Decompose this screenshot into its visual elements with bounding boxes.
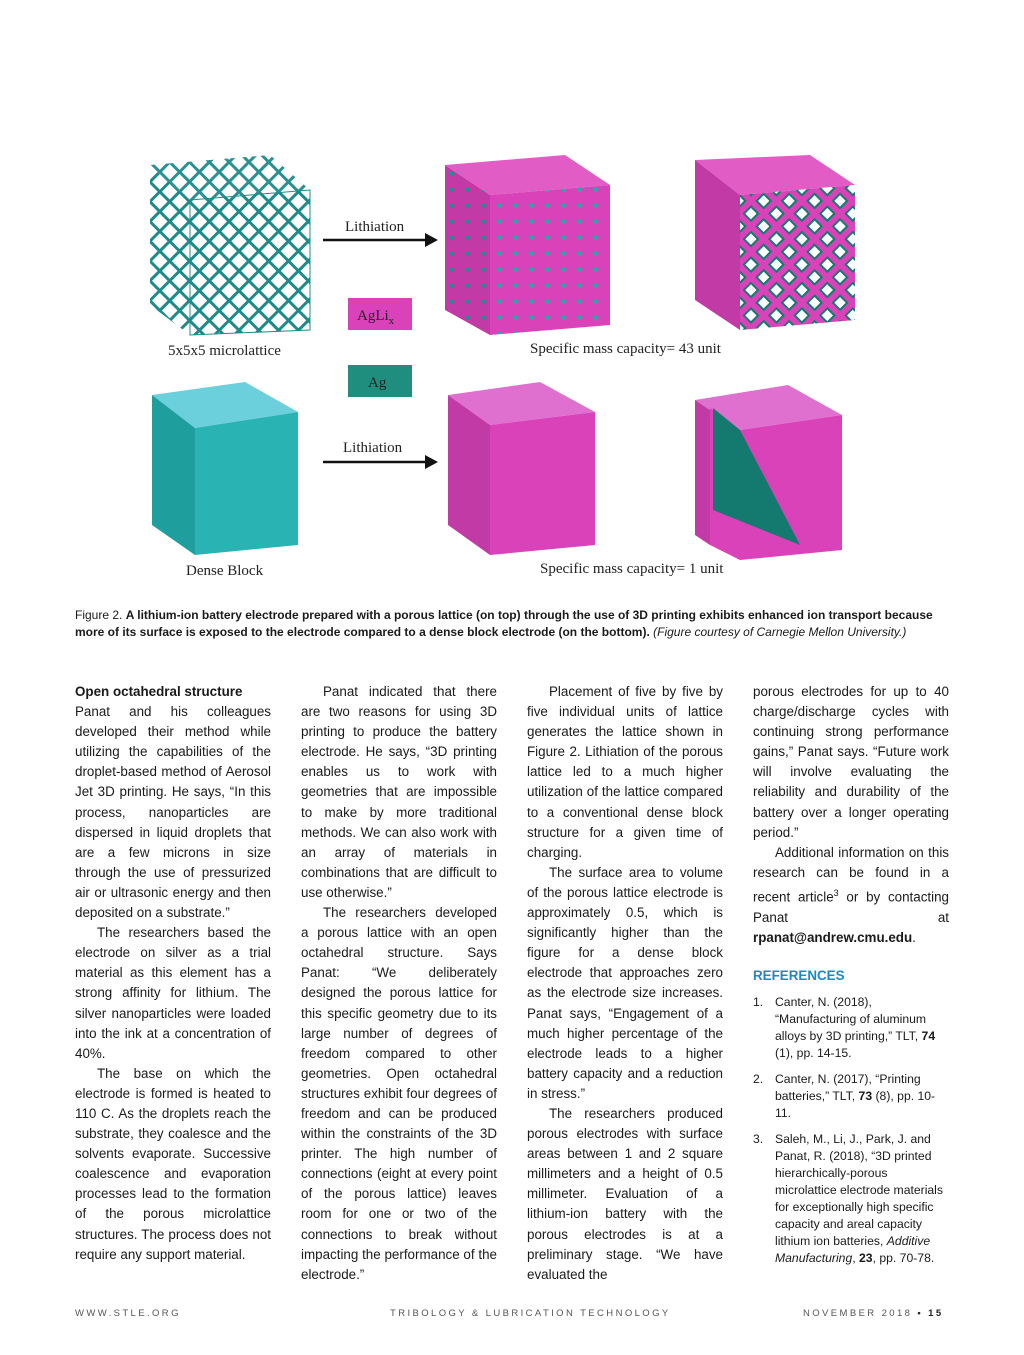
paragraph: The surface area to volume of the porous lattice electrode is approximately 0.5, which is significantly higher than the figure for a dense block electrode that approaches zero as the electrode size increases. Panat says, “Engagement of a much higher percentage of the electrode leads to a higher battery capacity and a reduction in stress.” (527, 864, 723, 1101)
lattice-label: 5x5x5 microlattice (168, 343, 281, 359)
column-1 (75, 682, 271, 1265)
caption-credit: (Figure courtesy of Carnegie Mellon University.) (653, 625, 907, 639)
microlattice-cube (150, 155, 310, 335)
column-3 (527, 682, 723, 1285)
arrow-bottom-icon (323, 455, 438, 469)
paragraph: Panat and his colleagues developed their method while utilizing the capabilities of the droplet-based method of Aerosol Jet 3D printing. He says, “In this process, nanoparticles are dispersed in liquid droplets that are a few microns in size through the use of pressurized air or ultrasonic energy and then deposited on a substrate.” (75, 704, 271, 921)
legend-agli-label: AgLi$_x$ (357, 308, 395, 327)
figure-2 (140, 150, 880, 590)
paragraph: porous electrodes for up to 40 charge/discharge cycles with continuing strong performance gains,” Panat says. “Future work will involve evaluating the reliability and durability of the battery over a longer operating period.” (753, 684, 949, 840)
footer-page-info: NOVEMBER 2018 • 15 (803, 1308, 944, 1319)
paragraph: The base on which the electrode is formed is heated to 110 C. As the droplets reach the substrate, they coalesce and the solvents evaporate. Successive coalescence and evaporation processes lead to the formation of the porous microlattice structures. The process does not require any support material. (75, 1065, 271, 1262)
capacity-bottom-label: Specific mass capacity= 1 unit (540, 561, 724, 577)
figure-caption (75, 607, 950, 641)
arrow-top-icon (323, 233, 438, 247)
references-heading: REFERENCES (753, 967, 845, 983)
lithiation-top-label: Lithiation (345, 219, 405, 235)
lithiated-dense-cut-cube (695, 385, 842, 560)
references-list (753, 994, 949, 1267)
lithiated-lattice-cube (445, 155, 610, 335)
paragraph: The researchers produced porous electrodes with surface areas between 1 and 2 square millimeters and a height of 0.5 millimeter. Evaluation of a lithium-ion battery with the porous electrodes is at a preliminary stage. “We have evaluated the (527, 1105, 723, 1282)
caption-text: A lithium-ion battery electrode prepared with a porous lattice (on top) through the use of 3D printing exhibits enhanced ion transport because more of its surface is exposed to the electrode compared to a dense block electrode (on the bottom). (75, 608, 933, 639)
reference-item: 2. Canter, N. (2017), “Printing batteries,” TLT, 73 (8), pp. 10-11. (753, 1071, 936, 1120)
paragraph: Panat indicated that there are two reasons for using 3D printing to produce the battery electrode. He says, “3D printing enables us to work with geometries that are impossible to make by more traditional methods. We can also work with an array of materials in combinations that are difficult to use otherwise.” (301, 684, 497, 900)
capacity-top-label: Specific mass capacity= 43 unit (530, 341, 721, 357)
section-heading: Open octahedral structure (75, 684, 243, 699)
legend-ag-label: Ag (368, 375, 387, 391)
reference-item: 3. Saleh, M., Li, J., Park, J. and Panat, R. (2018), “3D printed hierarchically-porous microlattice electrode materials for exceptionally high specific capacity and areal capacity lithium ion batteries, Additive Manufacturing, 23, pp. 70-78. (753, 1131, 943, 1265)
lithiation-bottom-label: Lithiation (343, 440, 403, 456)
dense-block-label: Dense Block (186, 563, 264, 579)
lithiated-dense-cube (448, 382, 595, 555)
paragraph: Placement of five by five by five individual units of lattice generates the lattice shown in Figure 2. Lithiation of the porous lattice led to a much higher utilization of the lattice compared to a conventional dense block structure for a given time of charging. (527, 684, 723, 860)
dense-block-cube (152, 382, 298, 555)
footer-website: WWW.STLE.ORG (75, 1308, 181, 1319)
article-body (75, 682, 950, 1282)
paragraph: The researchers based the electrode on silver as a trial material as this element has a strong affinity for lithium. The silver nanoparticles were loaded into the ink at a concentration of 40%. (75, 925, 271, 1061)
reference-item: 1. Canter, N. (2018), “Manufacturing of aluminum alloys by 3D printing,” TLT, 74 (1), pp. 14-15. (753, 994, 936, 1060)
paragraph: Additional information on this research can be found in a recent article$^3$ or by contacting Panat at rpanat@andrew.cmu.edu. (753, 844, 949, 945)
figure-2-illustration (140, 150, 880, 590)
lithiated-lattice-cut-cube (695, 155, 855, 330)
email-link[interactable]: rpanat@andrew.cmu.edu (753, 929, 913, 945)
caption-prefix: Figure 2. (75, 608, 123, 622)
footer-publication: TRIBOLOGY & LUBRICATION TECHNOLOGY (390, 1308, 671, 1319)
column-2 (301, 682, 497, 1285)
paragraph: The researchers developed a porous lattice with an open octahedral structure. Says Panat: “We deliberately designed the porous lattice for this specific geometry due to its large number of degrees of freedom compared to other geometries. Open octahedral structures exhibit four degrees of freedom and can be produced within the constraints of the 3D printer. The high number of connections (eight at every point of the porous lattice) leaves room for one or two of the connections to break without impacting the performance of the electrode.” (301, 905, 497, 1282)
page-number: 15 (928, 1308, 944, 1319)
column-4 (753, 682, 949, 1276)
